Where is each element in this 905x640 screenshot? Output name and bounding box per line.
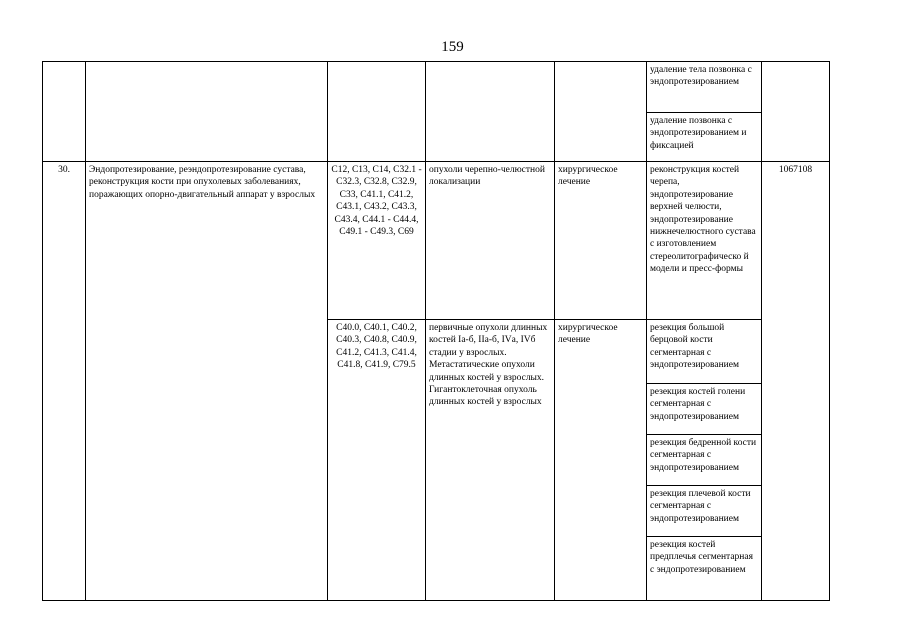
care-types-table xyxy=(42,61,830,601)
method-cell: резекция плечевой кости сегментарная с эндопротезированием xyxy=(647,486,762,537)
method-cell: удаление тела позвонка с эндопротезированием xyxy=(647,62,762,113)
method-cell: резекция костей голени сегментарная с эндопротезированием xyxy=(647,384,762,435)
patient-model: первичные опухоли длинных костей Iа-б, IIа-б, IVа, IVб стадии у взрослых. Метастатические опухоли длинных костей у взрослых. Гигантоклеточная опухоль длинных костей у взрослых xyxy=(426,320,555,601)
icd-codes: C12, C13, C14, C32.1 - C32.3, C32.8, C32.9, C33, C41.1, C41.2, C43.1, C43.2, C43.3, C43.4, C44.1 - C44.4, C49.1 - C49.3, C69 xyxy=(328,162,426,320)
icd-codes: C40.0, C40.1, C40.2, C40.3, C40.8, C40.9, C41.2, C41.3, C41.4, C41.8, C41.9, C79.5 xyxy=(328,320,426,601)
model-cell xyxy=(426,62,555,162)
table-row xyxy=(43,162,830,320)
number-cell xyxy=(43,62,86,162)
method-cell: реконструкция костей черепа, эндопротезирование верхней челюсти, эндопротезирование нижнечелюстного сустава с изготовлением стереолитографическо й модели и пресс-формы xyxy=(647,162,762,320)
row-number: 30. xyxy=(43,162,86,601)
method-cell: резекция большой берцовой кости сегментарная с эндопротезированием xyxy=(647,320,762,384)
care-type-name: Эндопротезирование, реэндопротезирование сустава, реконструкция кости при опухолевых заболеваниях, поражающих опорно-двигательный аппарат у взрослых xyxy=(86,162,328,601)
patient-model: опухоли черепно-челюстной локализации xyxy=(426,162,555,320)
table-row xyxy=(43,62,830,113)
name-cell xyxy=(86,62,328,162)
page-number: 159 xyxy=(441,39,464,55)
price-value: 1067108 xyxy=(762,162,830,601)
method-cell: резекция бедренной кости сегментарная с эндопротезированием xyxy=(647,435,762,486)
price-cell xyxy=(762,62,830,162)
method-cell: резекция костей предплечья сегментарная с эндопротезированием xyxy=(647,537,762,601)
codes-cell xyxy=(328,62,426,162)
treatment-type: хирургическое лечение xyxy=(555,320,647,601)
treatment-type: хирургическое лечение xyxy=(555,162,647,320)
treatment-cell xyxy=(555,62,647,162)
method-cell: удаление позвонка с эндопротезированием и фиксацией xyxy=(647,113,762,162)
